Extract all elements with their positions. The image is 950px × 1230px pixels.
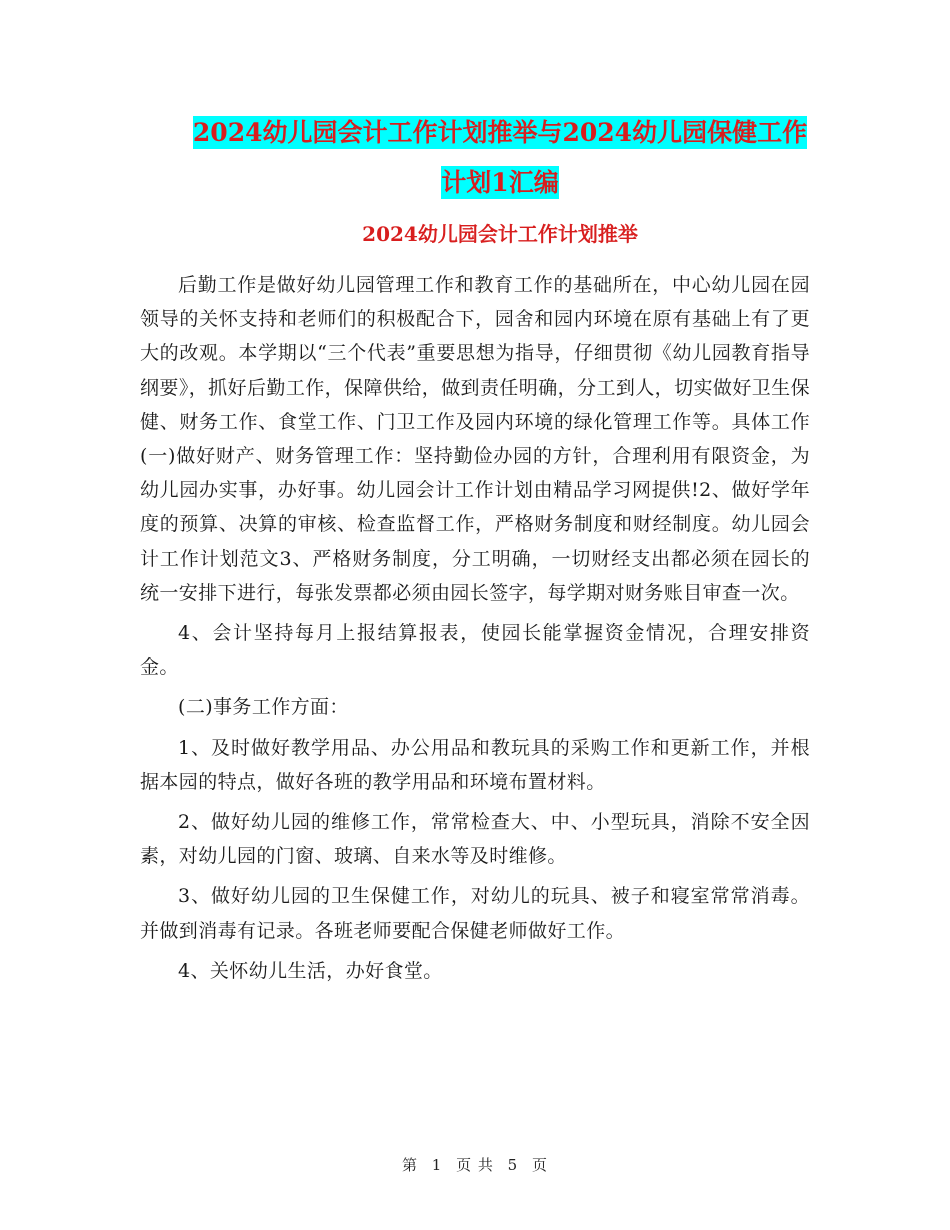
paragraph: 3、做好幼儿园的卫生保健工作，对幼儿的玩具、被子和寝室常常消毒。并做到消毒有记录。各班老师要配合保健老师做好工作。: [140, 885, 810, 942]
paragraph: 4、会计坚持每月上报结算报表，使园长能掌握资金情况，合理安排资金。: [140, 622, 810, 679]
paragraph: 4、关怀幼儿生活，办好食堂。: [178, 959, 443, 982]
section-title: 2024幼儿园会计工作计划推举: [362, 222, 638, 246]
total-pages: 5: [507, 1156, 519, 1174]
paragraph: (二)事务工作方面：: [178, 696, 349, 719]
paragraph: 后勤工作是做好幼儿园管理工作和教育工作的基础所在，中心幼儿园在园领导的关怀支持和老师们的积极配合下，园舍和园内环境在原有基础上有了更大的改观。本学期以“三个代表”重要思想为指导，仔细贯彻《幼儿园教育指导纲要》，抓好后勤工作，保障供给，做到责任明确，分工到人，切实做好卫生保健、财务工作、食堂工作、门卫工作及园内环境的绿化管理工作等。具体工作(一)做好财产、财务管理工作：坚持勤俭办园的方针，合理利用有限资金，为幼儿园办实事，办好事。幼儿园会计工作计划由精品学习网提供!2、做好学年度的预算、决算的审核、检查监督工作，严格财务制度和财经制度。幼儿园会计工作计划范文3、严格财务制度，分工明确，一切财经支出都必须在园长的统一安排下进行，每张发票都必须由园长签字，每学期对财务账目审查一次。: [140, 274, 810, 604]
document-title-line-2: 计划1汇编: [441, 168, 559, 197]
footer-middle: 页 共: [456, 1156, 494, 1174]
document-body: [140, 268, 810, 994]
page-number: 1: [431, 1156, 443, 1174]
document-title: [140, 108, 860, 208]
footer-suffix: 页: [532, 1156, 549, 1174]
page-footer: [0, 1154, 950, 1175]
paragraph: 1、及时做好教学用品、办公用品和教玩具的采购工作和更新工作，并根据本园的特点，做好各班的教学用品和环境布置材料。: [140, 736, 810, 793]
footer-prefix: 第: [401, 1156, 418, 1174]
document-title-line-1: 2024幼儿园会计工作计划推举与2024幼儿园保健工作: [192, 118, 808, 147]
paragraph: 2、做好幼儿园的维修工作，常常检查大、中、小型玩具，消除不安全因素，对幼儿园的门窗、玻璃、自来水等及时维修。: [140, 811, 810, 868]
